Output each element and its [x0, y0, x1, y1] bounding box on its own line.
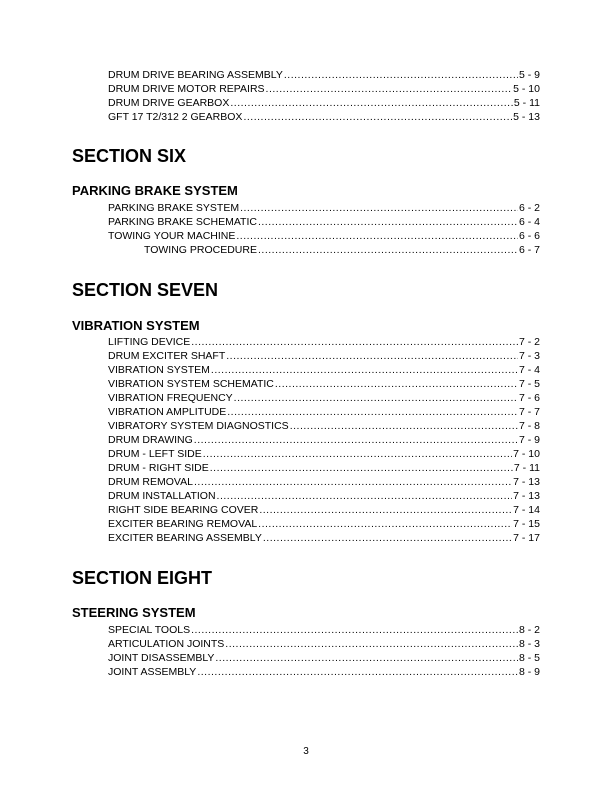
dot-leader — [258, 518, 512, 531]
toc-entry-title: EXCITER BEARING REMOVAL — [108, 518, 258, 530]
toc-entry-title: DRUM REMOVAL — [108, 476, 193, 488]
toc-entry-page: 6 - 2 — [518, 202, 540, 214]
toc-entry-page: 5 - 10 — [513, 83, 540, 95]
toc-entry-title: DRUM INSTALLATION — [108, 490, 216, 502]
toc-entry-page: 8 - 2 — [518, 624, 540, 636]
toc-entry-page: 6 - 7 — [518, 244, 540, 256]
toc-entry-page: 6 - 6 — [518, 230, 540, 242]
toc-entry — [108, 378, 540, 391]
toc-entry — [108, 462, 540, 475]
toc-entry-title: DRUM - LEFT SIDE — [108, 448, 202, 460]
toc-entry — [108, 434, 540, 447]
dot-leader — [203, 448, 512, 461]
toc-entry — [108, 638, 540, 651]
dot-leader — [191, 336, 518, 349]
toc-entry-page: 7 - 14 — [513, 504, 540, 516]
toc-entry-title: VIBRATION SYSTEM — [108, 364, 210, 376]
dot-leader — [290, 420, 518, 433]
toc-entry-title: TOWING PROCEDURE — [144, 244, 257, 256]
toc-entry — [108, 448, 540, 461]
toc-entry-title: LIFTING DEVICE — [108, 336, 191, 348]
section-subheading: VIBRATION SYSTEM — [72, 318, 200, 333]
dot-leader — [194, 434, 518, 447]
toc-entry — [108, 504, 540, 517]
toc-entry-title: DRUM DRAWING — [108, 434, 193, 446]
toc-entry-title: DRUM DRIVE BEARING ASSEMBLY — [108, 69, 283, 81]
toc-entry — [108, 420, 540, 433]
toc-entry-page: 7 - 9 — [518, 434, 540, 446]
toc-entry — [108, 476, 540, 489]
toc-entry — [108, 518, 540, 531]
dot-leader — [263, 532, 512, 545]
dot-leader — [243, 111, 512, 124]
toc-entry-title: PARKING BRAKE SCHEMATIC — [108, 216, 257, 228]
toc-entry-title: SPECIAL TOOLS — [108, 624, 191, 636]
toc-entry-title: ARTICULATION JOINTS — [108, 638, 225, 650]
toc-entry — [108, 216, 540, 229]
dot-leader — [191, 624, 518, 637]
toc-entry-page: 8 - 3 — [518, 638, 540, 650]
toc-entry-page: 5 - 11 — [513, 97, 540, 109]
toc-entry-title: VIBRATORY SYSTEM DIAGNOSTICS — [108, 420, 289, 432]
dot-leader — [236, 230, 518, 243]
toc-entry-title: DRUM DRIVE MOTOR REPAIRS — [108, 83, 265, 95]
dot-leader — [215, 652, 518, 665]
toc-entry-page: 7 - 13 — [513, 476, 540, 488]
toc-entry-page: 8 - 9 — [518, 666, 540, 678]
page-number: 3 — [303, 746, 309, 757]
toc-entry-title: DRUM DRIVE GEARBOX — [108, 97, 230, 109]
toc-entry — [108, 624, 540, 637]
toc-entry-title: TOWING YOUR MACHINE — [108, 230, 236, 242]
section-heading: SECTION SEVEN — [72, 280, 219, 300]
toc-entry-page: 7 - 10 — [513, 448, 540, 460]
toc-entry-page: 7 - 5 — [518, 378, 540, 390]
toc-entry-page: 7 - 8 — [518, 420, 540, 432]
toc-entry-page: 7 - 7 — [518, 406, 540, 418]
section-heading: SECTION EIGHT — [72, 568, 213, 588]
toc-entry-title: VIBRATION AMPLITUDE — [108, 406, 227, 418]
section-subheading: STEERING SYSTEM — [72, 605, 196, 620]
toc-entry-title: DRUM EXCITER SHAFT — [108, 350, 226, 362]
toc-entry-page: 6 - 4 — [518, 216, 540, 228]
toc-entry — [108, 97, 540, 110]
toc-entry-title: RIGHT SIDE BEARING COVER — [108, 504, 259, 516]
section-subheading: PARKING BRAKE SYSTEM — [72, 183, 238, 198]
dot-leader — [240, 202, 518, 215]
toc-entry-page: 7 - 17 — [513, 532, 540, 544]
toc-entry-title: EXCITER BEARING ASSEMBLY — [108, 532, 262, 544]
toc-entry-title: JOINT DISASSEMBLY — [108, 652, 215, 664]
toc-entry — [108, 490, 540, 503]
toc-entry — [108, 230, 540, 243]
toc-entry-page: 7 - 3 — [518, 350, 540, 362]
toc-entry-page: 8 - 5 — [518, 652, 540, 664]
toc-entry — [108, 111, 540, 124]
toc-entry — [144, 244, 540, 257]
toc-entry — [108, 202, 540, 215]
dot-leader — [210, 462, 513, 475]
toc-entry — [108, 83, 540, 96]
dot-leader — [259, 504, 512, 517]
toc-entry-title: DRUM - RIGHT SIDE — [108, 462, 209, 474]
toc-entry — [108, 336, 540, 349]
dot-leader — [230, 97, 513, 110]
dot-leader — [258, 244, 518, 257]
toc-entry-title: GFT 17 T2/312 2 GEARBOX — [108, 111, 243, 123]
toc-entry-page: 7 - 2 — [518, 336, 540, 348]
dot-leader — [227, 406, 518, 419]
toc-entry — [108, 666, 540, 679]
section-heading: SECTION SIX — [72, 146, 187, 166]
dot-leader — [284, 69, 518, 82]
toc-entry-page: 7 - 15 — [513, 518, 540, 530]
toc-entry-page: 7 - 11 — [513, 462, 540, 474]
dot-leader — [234, 392, 518, 405]
dot-leader — [266, 83, 513, 96]
dot-leader — [211, 364, 518, 377]
dot-leader — [258, 216, 518, 229]
toc-entry-title: JOINT ASSEMBLY — [108, 666, 197, 678]
dot-leader — [197, 666, 518, 679]
toc-entry-page: 7 - 6 — [518, 392, 540, 404]
toc-entry — [108, 406, 540, 419]
toc-entry — [108, 532, 540, 545]
toc-entry-title: VIBRATION SYSTEM SCHEMATIC — [108, 378, 274, 390]
toc-entry — [108, 652, 540, 665]
toc-entry-page: 5 - 9 — [518, 69, 540, 81]
toc-entry — [108, 350, 540, 363]
dot-leader — [217, 490, 513, 503]
toc-entry-page: 5 - 13 — [513, 111, 540, 123]
toc-entry — [108, 392, 540, 405]
toc-entry-page: 7 - 13 — [513, 490, 540, 502]
dot-leader — [225, 638, 518, 651]
toc-entry-title: PARKING BRAKE SYSTEM — [108, 202, 240, 214]
toc-entry-title: VIBRATION FREQUENCY — [108, 392, 233, 404]
toc-entry — [108, 364, 540, 377]
dot-leader — [226, 350, 518, 363]
toc-entry — [108, 69, 540, 82]
dot-leader — [194, 476, 512, 489]
toc-entry-page: 7 - 4 — [518, 364, 540, 376]
dot-leader — [275, 378, 518, 391]
